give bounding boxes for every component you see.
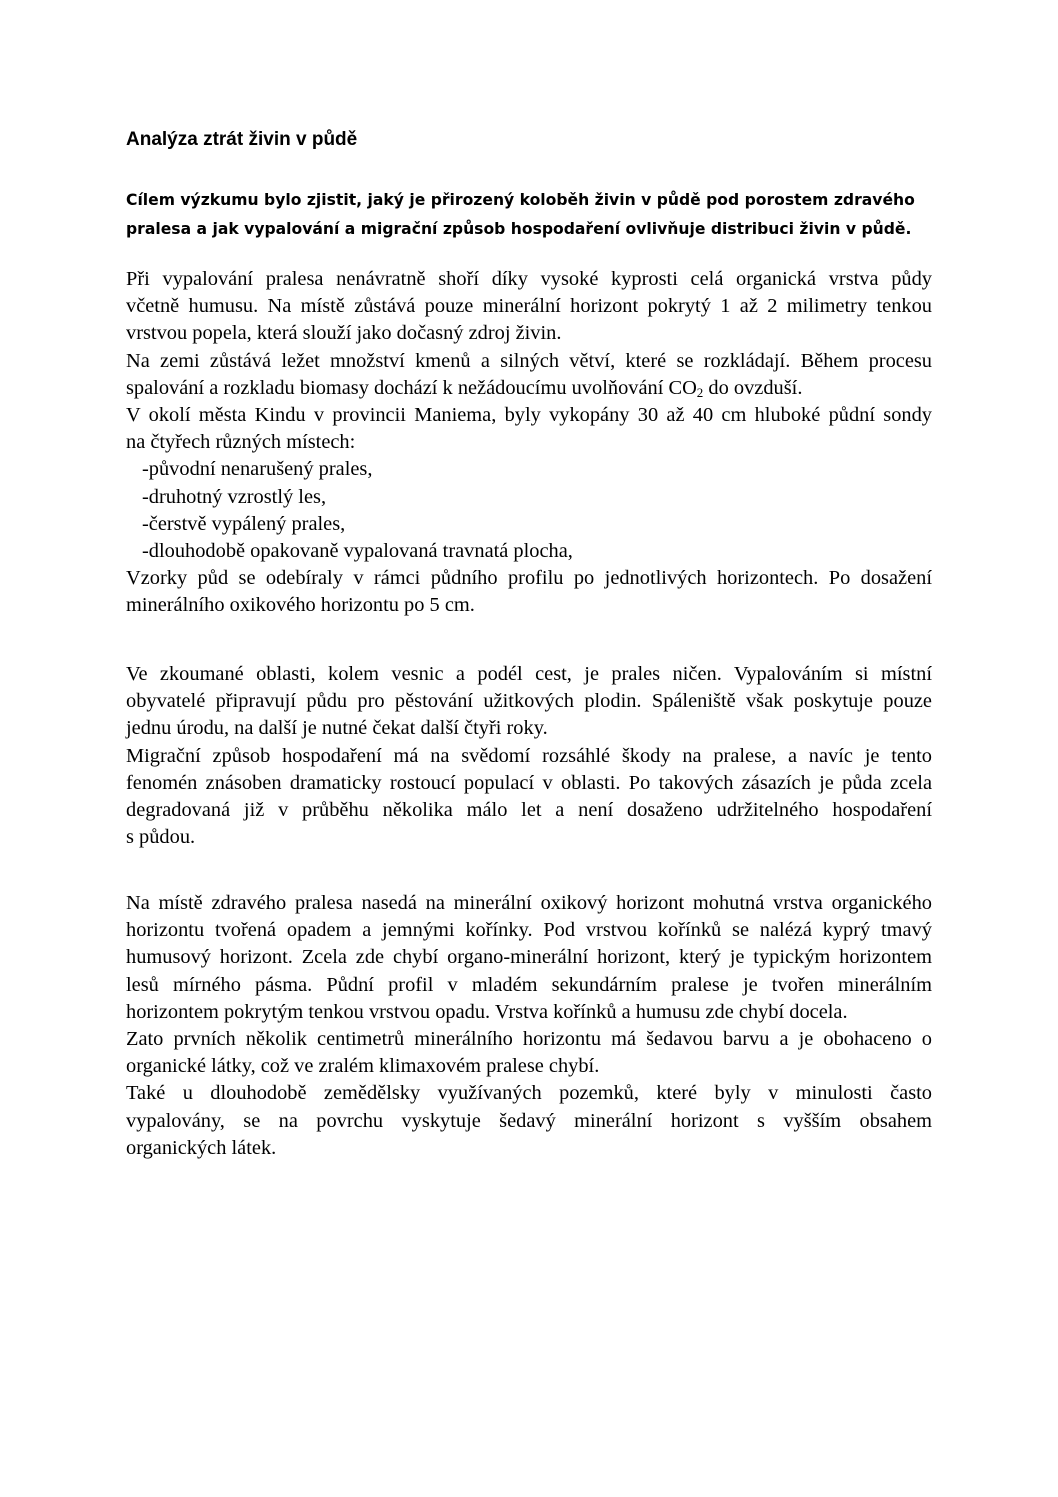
lead-line: pralesa a jak vypalování a migrační způsob hospodaření ovlivňuje distribuci živin v půdě. <box>126 220 912 238</box>
text-line: včetně humusu. Na místě zůstává pouze minerální horizont pokrytý 1 až 2 milimetry tenkou <box>126 295 932 318</box>
text-line: V okolí města Kindu v provincii Maniema, byly vykopány 30 až 40 cm hluboké půdní sondy <box>126 404 932 427</box>
text-line <box>126 375 932 402</box>
text-line: Na místě zdravého pralesa nasedá na minerální oxikový horizont mohutná vrstva organického <box>126 892 932 914</box>
section-migration <box>126 661 932 851</box>
text-line: horizontu tvořená opadem a jemnými kořínky. Pod vrstvou kořínků se nalézá kyprý tmavý <box>126 919 932 942</box>
text-line: fenomén znásoben dramaticky rostoucí populací v oblasti. Po takových zásazích je půda zcela <box>126 771 932 794</box>
text-line: Také u dlouhodobě zemědělsky využívaných pozemků, které byly v minulosti často <box>126 1082 932 1105</box>
section-burning <box>126 266 932 620</box>
text-line: Při vypalování pralesa nenávratně shoří díky vysoké kyprosti celá organická vrstva půdy <box>126 268 932 290</box>
text-line: organických látek. <box>126 1136 277 1159</box>
text-line: jednu úrodu, na další je nutné čekat další čtyři roky. <box>126 717 548 740</box>
text-line: Migrační způsob hospodaření má na svědomí rozsáhlé škody na pralese, a navíc je tento <box>126 744 932 767</box>
text-line: degradovaná již v průběhu několika málo let a není dosaženo udržitelného hospodaření <box>126 799 932 822</box>
text-line: na čtyřech různých místech: <box>126 431 356 454</box>
text-line: obyvatelé připravují půdu pro pěstování užitkových plodin. Spáleniště však poskytuje pouze <box>126 690 932 713</box>
list-item: -čerstvě vypálený prales, <box>142 512 346 535</box>
text-line: humusový horizont. Zcela zde chybí organo-minerální horizont, který je typickým horizontem <box>126 946 932 969</box>
list-item: -původní nenarušený prales, <box>142 458 373 481</box>
text-line: organické látky, což ve zralém klimaxovém pralese chybí. <box>126 1055 600 1078</box>
text-line: s půdou. <box>126 826 196 849</box>
text-line: Na zemi zůstává ležet množství kmenů a silných větví, které se rozkládají. Během procesu <box>126 349 932 372</box>
subscript: 2 <box>696 384 704 400</box>
text-fragment: do ovzduší. <box>703 376 803 399</box>
text-line: minerálního oxikového horizontu po 5 cm. <box>126 594 475 617</box>
text-fragment: spalování a rozkladu biomasy dochází k nežádoucímu uvolňování CO <box>126 376 697 399</box>
document-title: Analýza ztrát živin v půdě <box>126 129 358 150</box>
text-line: vrstvou popela, která slouží jako dočasný zdroj živin. <box>126 322 562 345</box>
lead-line: Cílem výzkumu bylo zjistit, jaký je přirozený koloběh živin v půdě pod porostem zdravého <box>126 191 915 209</box>
list-item: -dlouhodobě opakovaně vypalovaná travnatá plocha, <box>142 540 573 563</box>
text-line: Vzorky půd se odebíraly v rámci půdního profilu po jednotlivých horizontech. Po dosažení <box>126 567 932 590</box>
list-item: -druhotný vzrostlý les, <box>142 485 327 508</box>
text-line: vypalovány, se na povrchu vyskytuje šedavý minerální horizont s vyšším obsahem <box>126 1109 932 1132</box>
text-line: lesů mírného pásma. Půdní profil v mladém sekundárním pralese je tvořen minerálním <box>126 973 932 996</box>
lead-paragraph <box>126 186 936 244</box>
text-line: Zato prvních několik centimetrů minerálního horizontu má šedavou barvu a je obohaceno o <box>126 1028 932 1051</box>
text-line: horizontem pokrytým tenkou vrstvou opadu. Vrstva kořínků a humusu zde chybí docela. <box>126 1000 848 1023</box>
section-profile <box>126 890 932 1162</box>
text-line: Ve zkoumané oblasti, kolem vesnic a podél cest, je prales ničen. Vypalováním si místní <box>126 663 932 685</box>
